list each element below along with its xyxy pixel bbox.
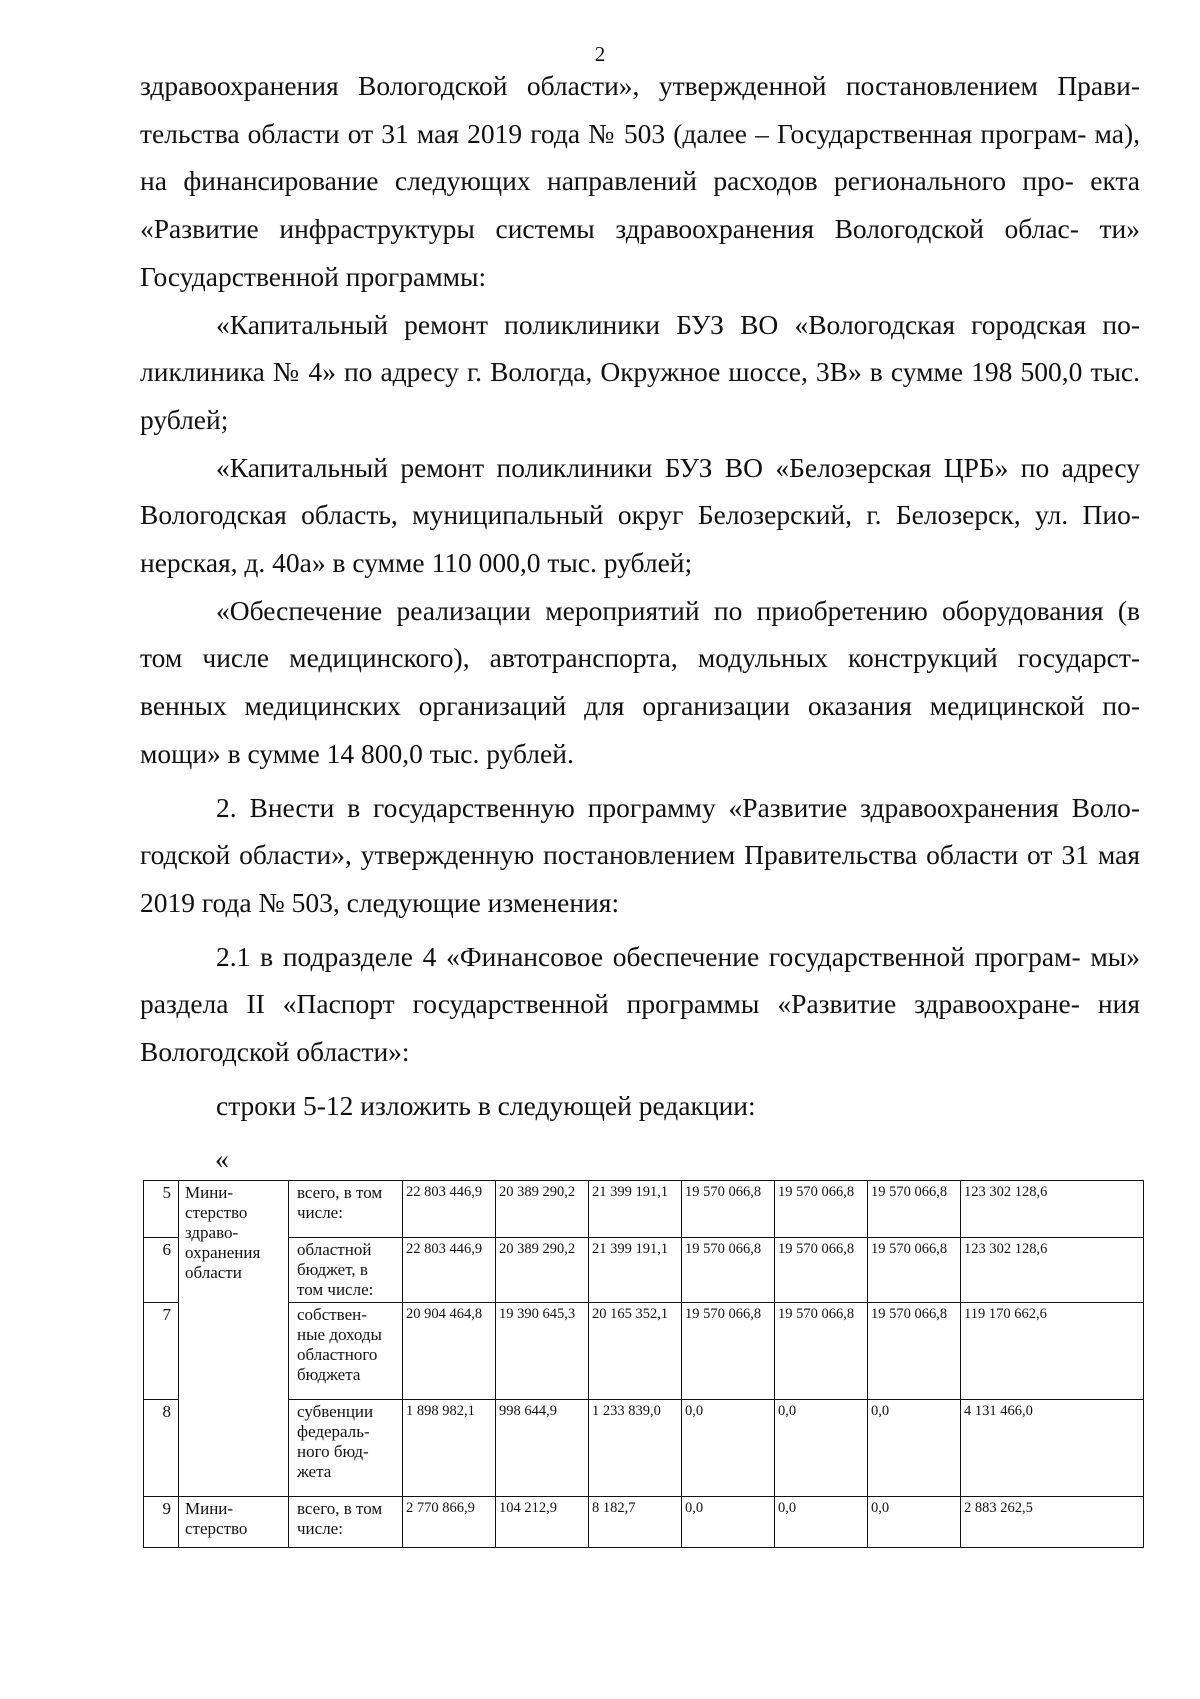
paragraph-continuation: здравоохранения Вологодской области», утвержденной постановлением Прави- тельства области от 31 мая 2019 года № 503 (далее – Государственная програм- ма), на финансирование следующих направлений расходов регионального про- екта «Развитие инфраструктуры системы здравоохранения Вологодской облас- ти» Государственной программы: xyxy=(140,70,1141,292)
value-cell: 19 570 066,8 xyxy=(775,1303,868,1400)
funding-type-cell: всего, в том числе: xyxy=(289,1181,403,1238)
row-number: 8 xyxy=(144,1400,179,1497)
total-cell: 119 170 662,6 xyxy=(961,1303,1144,1400)
table-row xyxy=(144,1181,1144,1238)
value-cell: 20 165 352,1 xyxy=(589,1303,682,1400)
paragraph-section-2: 2. Внести в государственную программу «Развитие здравоохранения Воло- годской области», утвержденную постановлением Правительства области от 31 мая 2019 года № 503, следующие изменения: xyxy=(140,791,1140,918)
department-cell: Мини- стерство здраво- охранения области xyxy=(179,1181,289,1497)
value-cell: 20 389 290,2 xyxy=(496,1238,589,1303)
value-cell: 0,0 xyxy=(868,1400,961,1497)
value-cell: 22 803 446,9 xyxy=(403,1238,496,1303)
table-row xyxy=(144,1497,1144,1548)
value-cell: 0,0 xyxy=(775,1497,868,1548)
paragraph-rows-instruction: строки 5-12 изложить в следующей редакции: xyxy=(216,1089,756,1121)
total-cell: 123 302 128,6 xyxy=(961,1238,1144,1303)
page-number: 2 xyxy=(594,42,606,66)
paragraph-equipment: «Обеспечение реализации мероприятий по приобретению оборудования (в том числе медицинского), автотранспорта, модульных конструкций государст- венных медицинских организаций для организации оказания медицинской по- мощи» в сумме 14 800,0 тыс. рублей. xyxy=(140,594,1140,769)
value-cell: 8 182,7 xyxy=(589,1497,682,1548)
department-cell: Мини- стерство xyxy=(179,1497,289,1548)
value-cell: 104 212,9 xyxy=(496,1497,589,1548)
value-cell: 2 770 866,9 xyxy=(403,1497,496,1548)
total-cell: 2 883 262,5 xyxy=(961,1497,1144,1548)
value-cell: 1 233 839,0 xyxy=(589,1400,682,1497)
table-row xyxy=(144,1400,1144,1497)
finance-table xyxy=(143,1180,1144,1548)
value-cell: 19 570 066,8 xyxy=(682,1238,775,1303)
paragraph-vologda-polyclinic: «Капитальный ремонт поликлиники БУЗ ВО «Вологодская городская по- ликлиника № 4» по адресу г. Вологда, Окружное шоссе, 3В» в сумме 198 500,0 тыс. рублей; xyxy=(140,308,1141,435)
value-cell: 19 570 066,8 xyxy=(868,1181,961,1238)
value-cell: 19 570 066,8 xyxy=(682,1181,775,1238)
value-cell: 21 399 191,1 xyxy=(589,1181,682,1238)
value-cell: 19 570 066,8 xyxy=(775,1238,868,1303)
row-number: 5 xyxy=(144,1181,179,1238)
value-cell: 19 390 645,3 xyxy=(496,1303,589,1400)
value-cell: 0,0 xyxy=(682,1497,775,1548)
value-cell: 19 570 066,8 xyxy=(868,1303,961,1400)
opening-quote: « xyxy=(215,1143,229,1174)
value-cell: 19 570 066,8 xyxy=(682,1303,775,1400)
value-cell: 19 570 066,8 xyxy=(868,1238,961,1303)
value-cell: 19 570 066,8 xyxy=(775,1181,868,1238)
value-cell: 20 904 464,8 xyxy=(403,1303,496,1400)
value-cell: 998 644,9 xyxy=(496,1400,589,1497)
table-row xyxy=(144,1238,1144,1303)
funding-type-cell: субвенции федераль- ного бюд- жета xyxy=(289,1400,403,1497)
total-cell: 123 302 128,6 xyxy=(961,1181,1144,1238)
value-cell: 0,0 xyxy=(868,1497,961,1548)
value-cell: 1 898 982,1 xyxy=(403,1400,496,1497)
value-cell: 22 803 446,9 xyxy=(403,1181,496,1238)
paragraph-section-2-1: 2.1 в подразделе 4 «Финансовое обеспечение государственной програм- мы» раздела II «Паспорт государственной программы «Развитие здравоохране- ния Вологодской области»: xyxy=(140,940,1140,1068)
value-cell: 0,0 xyxy=(682,1400,775,1497)
funding-type-cell: всего, в том числе: xyxy=(289,1497,403,1548)
document-body xyxy=(140,62,1140,1129)
row-number: 7 xyxy=(144,1303,179,1400)
row-number: 6 xyxy=(144,1238,179,1303)
value-cell: 0,0 xyxy=(775,1400,868,1497)
row-number: 9 xyxy=(144,1497,179,1548)
total-cell: 4 131 466,0 xyxy=(961,1400,1144,1497)
funding-type-cell: собствен- ные доходы областного бюджета xyxy=(289,1303,403,1400)
value-cell: 21 399 191,1 xyxy=(589,1238,682,1303)
paragraph-belozersk-polyclinic: «Капитальный ремонт поликлиники БУЗ ВО «Белозерская ЦРБ» по адресу Вологодская область, муниципальный округ Белозерский, г. Белозерск, ул. Пио- нерская, д. 40а» в сумме 110 000,0 тыс. рублей; xyxy=(140,451,1140,579)
funding-type-cell: областной бюджет, в том числе: xyxy=(289,1238,403,1303)
value-cell: 20 389 290,2 xyxy=(496,1181,589,1238)
table-row xyxy=(144,1303,1144,1400)
